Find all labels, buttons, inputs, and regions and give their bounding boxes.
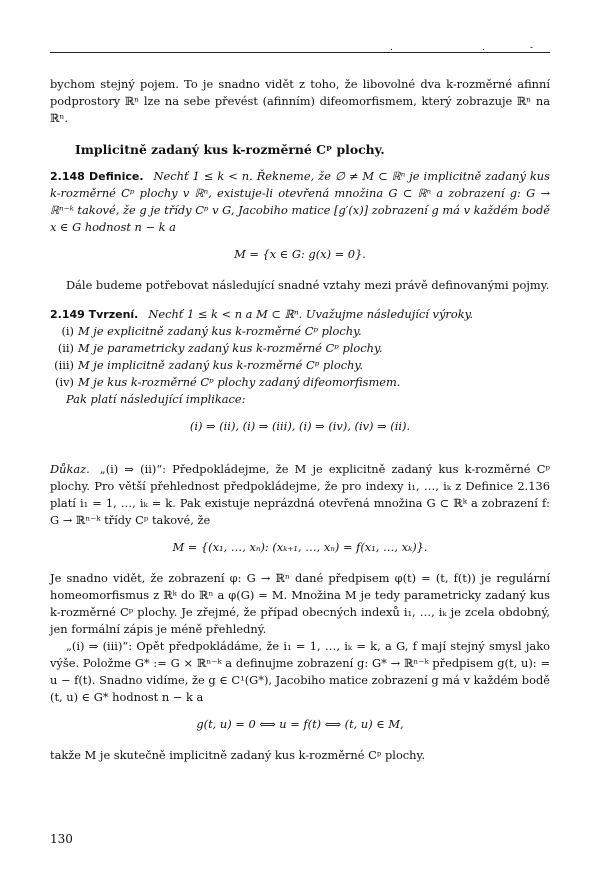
list-item-label: (ii) [57,341,74,355]
proposition-conclusion: Pak platí následující implikace: [66,392,246,406]
list-item-text: M je explicitně zadaný kus k-rozměrné Cᵖ plochy. [78,324,362,338]
proposition-intro: Nechť 1 ≤ k < n a M ⊂ ℝⁿ. Uvažujme následující výroky. [148,307,474,321]
proof-paragraph-2: Je snadno vidět, že zobrazení φ: G → ℝⁿ dané předpisem φ(t) = (t, f(t)) je regulární homeomorfismus z ℝᵏ do ℝⁿ a φ(G) = M. Množina M je tedy parametricky zadaný kus k-rozměrné Cᵖ plochy. Je zřejmé, že případ obecných indexů i₁, …, iₖ je zcela obdobný, jen formální zápis je méně přehledný. [50,571,550,636]
proof-paragraph-1 [50,461,550,529]
list-item-text: M je parametricky zadaný kus k-rozměrné Cᵖ plochy. [78,341,383,355]
continuation-paragraph: bychom stejný pojem. To je snadno vidět z toho, že libovolné dva k-rozměrné afinní podprostory ℝⁿ lze na sebe převést (afinním) difeomorfismem, který zobrazuje ℝⁿ na ℝⁿ. [50,77,550,125]
proposition-formula: (i) ⇒ (ii), (i) ⇒ (iii), (i) ⇒ (iv), (iv) ⇒ (ii). [189,419,411,433]
proposition-list [50,323,550,391]
proof-formula-1: M = {(x₁, …, xₙ): (xₖ₊₁, …, xₙ) = f(x₁, …, xₖ)}. [172,540,428,554]
list-item-text: M je implicitně zadaný kus k-rozměrné Cᵖ plochy. [78,358,363,372]
header-rule [50,52,550,53]
definition [50,168,550,236]
page-body [50,76,550,764]
header-mark: . [390,43,393,53]
proposition [50,306,550,323]
list-item [50,357,550,374]
list-item-label: (i) [61,324,74,338]
definition-text: Nechť 1 ≤ k < n. Řekneme, že ∅ ≠ M ⊂ ℝⁿ je implicitně zadaný kus k-rozměrné Cᵖ plochy v ℝⁿ, existuje-li otevřená množina G ⊂ ℝⁿ a zobrazení g: G → ℝⁿ⁻ᵏ takové, že g je třídy Cᵖ v G, Jacobiho matice [g′(x)] zobrazení g má v každém bodě x ∈ G hodnost n − k a [50,169,550,234]
header-mark: - [530,43,534,53]
proof-label: Důkaz. [50,462,90,476]
paragraph-after-definition: Dále budeme potřebovat následující snadné vztahy mezi právě definovanými pojmy. [66,278,550,292]
proof-paragraph-3: „(i) ⇒ (iii)“: Opět předpokládáme, že i₁ = 1, …, iₖ = k, a G, f mají stejný smysl jako výše. Položme G* := G × ℝⁿ⁻ᵏ a definujme zobrazení g: G* → ℝⁿ⁻ᵏ předpisem g(t, u): = u − f(t). Snadno vidíme, že g ∈ C¹(G*), Jacobiho matice zobrazení g má v každém bodě (t, u) ∈ G* hodnost n − k a [50,639,550,704]
list-item [50,323,550,340]
definition-formula: M = {x ∈ G: g(x) = 0}. [234,247,366,261]
proof-text-1: „(i) ⇒ (ii)“: Předpokládejme, že M je explicitně zadaný kus k-rozměrné Cᵖ plochy. Pro větší přehlednost předpokládejme, že pro indexy i₁, …, iₖ z Definice 2.136 platí i₁ = 1, …, iₖ = k. Pak existuje neprázdná otevřená množina G ⊂ ℝᵏ a zobrazení f: G → ℝⁿ⁻ᵏ třídy Cᵖ takové, že [50,462,550,527]
list-item-text: M je kus k-rozměrné Cᵖ plochy zadaný difeomorfismem. [78,375,401,389]
definition-number: 2.148 Definice. [50,170,144,183]
section-title: Implicitně zadaný kus k-rozměrné Cᵖ plochy. [75,142,385,157]
proof-formula-2: g(t, u) = 0 ⟺ u = f(t) ⟺ (t, u) ∈ M, [196,717,404,731]
page-number: 130 [50,832,73,846]
page [50,30,550,870]
proposition-number: 2.149 Tvrzení. [50,308,139,321]
proof-paragraph-4: takže M je skutečně implicitně zadaný kus k-rozměrné Cᵖ plochy. [50,748,426,762]
list-item-label: (iii) [54,358,74,372]
list-item [50,340,550,357]
list-item [50,374,550,391]
header-mark: . [482,43,485,53]
list-item-label: (iv) [55,375,74,389]
